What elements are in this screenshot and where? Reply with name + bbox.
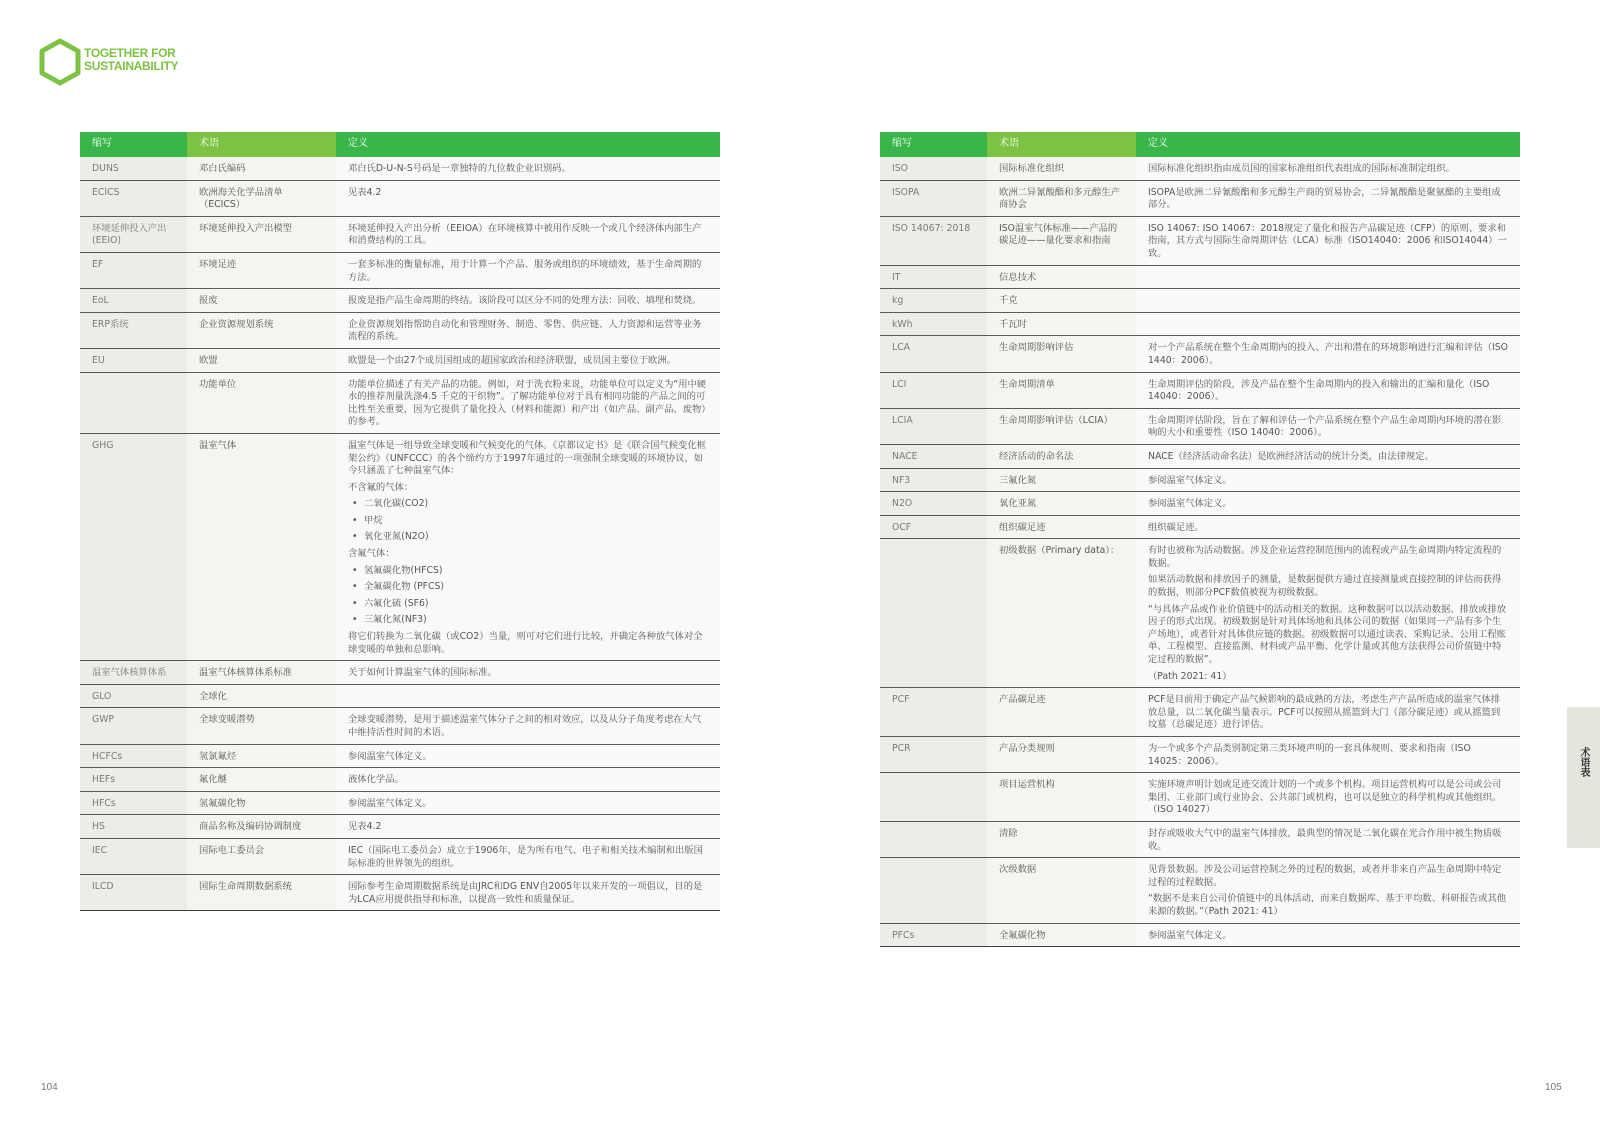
definition-cell (336, 433, 720, 660)
table-row (880, 821, 1520, 857)
definition-cell (336, 216, 720, 252)
definition-paragraph: 参阅温室气体定义。 (348, 797, 432, 809)
abbreviation-cell (80, 372, 187, 433)
table-row (880, 515, 1520, 539)
table-row (880, 372, 1520, 408)
definition-paragraph: 国际标准化组织指由成员国的国家标准组织代表组成的国际标准制定组织。 (1148, 163, 1455, 174)
hexagon-logo-icon (38, 38, 82, 86)
definition-paragraph: NACE（经济活动命名法）是欧洲经济活动的统计分类，由法律规定。 (1148, 450, 1434, 462)
page-number-right: 105 (1545, 1082, 1562, 1093)
definition-paragraph: 封存或吸收大气中的温室气体排放，最典型的情况是二氧化碳在光合作用中被生物质吸收。 (1148, 827, 1502, 852)
term-cell: 全氟碳化物 (987, 923, 1136, 947)
logo-line-1: TOGETHER FOR (84, 46, 176, 60)
term-cell: 国际电工委员会 (187, 838, 336, 874)
abbreviation-cell: ECICS (80, 180, 187, 216)
definition-cell (1136, 265, 1520, 289)
definition-paragraph: 含氟气体： (348, 548, 395, 560)
definition-cell (336, 180, 720, 216)
definition-paragraph: 不含氟的气体： (348, 481, 414, 493)
header-abbreviation: 缩写 (880, 132, 987, 157)
definition-paragraph: 功能单位描述了有关产品的功能。例如，对于洗衣粉来说，功能单位可以定义为“用中硬水的推荐剂量洗涤4.5 千克的干织物”。了解功能单位对于具有相同功能的产品之间的可比性至关重要，因为它提供了量化投入（材料和能源）和产出（如产品、副产品、废物）的参考。 (348, 378, 707, 428)
term-cell: 欧盟 (187, 348, 336, 372)
definition-paragraph: 全球变暖潜势，是用于描述温室气体分子之间的相对效应，以及从分子角度考虑在大气中维持活性时间的术语。 (348, 714, 702, 738)
definition-paragraph: 环境延伸投入产出分析（EEIOA）在环境核算中被用作反映一个或几个经济体内部生产和消费结构的工具。 (348, 222, 702, 247)
term-cell: 产品分类规则 (987, 737, 1136, 773)
definition-cell (1136, 492, 1520, 516)
abbreviation-cell: LCIA (880, 408, 987, 444)
header-term: 术语 (987, 132, 1136, 157)
abbreviation-cell: PCF (880, 688, 987, 737)
table-row (880, 923, 1520, 947)
definition-cell (336, 838, 720, 874)
abbreviation-cell: GLO (80, 684, 187, 708)
table-row (80, 815, 720, 839)
table-row (80, 180, 720, 216)
definition-paragraph: 参阅温室气体定义。 (1148, 929, 1232, 941)
term-cell: 生命周期影响评估 (987, 336, 1136, 372)
definition-cell (336, 372, 720, 433)
definition-paragraph: 组织碳足迹。 (1148, 521, 1204, 533)
term-cell: 报废 (187, 289, 336, 313)
definition-cell (336, 791, 720, 815)
side-tab-label: 术语表 (1578, 747, 1589, 777)
term-cell: 产品碳足迹 (987, 688, 1136, 737)
abbreviation-cell: EU (80, 348, 187, 372)
definition-cell (1136, 180, 1520, 216)
table-row (880, 539, 1520, 688)
header-abbreviation: 缩写 (80, 132, 187, 157)
term-cell: 组织碳足迹 (987, 515, 1136, 539)
table-row (80, 708, 720, 744)
table-row (80, 791, 720, 815)
table-row (880, 468, 1520, 492)
abbreviation-cell: DUNS (80, 157, 187, 180)
definition-cell (1136, 468, 1520, 492)
table-row (880, 289, 1520, 313)
table-row (80, 312, 720, 348)
term-cell: 企业资源规划系统 (187, 312, 336, 348)
definition-paragraph: PCF是目前用于确定产品气候影响的最成熟的方法，考虑生产产品所造成的温室气体排放总量，以二氧化碳当量表示。PCF可以按照从摇篮到大门（部分碳足迹）或从摇篮到坟墓（总碳足迹）进行评估。 (1148, 694, 1501, 731)
term-cell: 全球变暖潜势 (187, 708, 336, 744)
definition-paragraph: 企业资源规划指帮助自动化和管理财务、制造、零售、供应链、人力资源和运营等业务流程的系统。 (348, 318, 702, 343)
abbreviation-cell: GWP (80, 708, 187, 744)
term-cell: 氢氯氟烃 (187, 744, 336, 768)
table-row (80, 433, 720, 660)
table-row (80, 157, 720, 180)
definition-cell (336, 661, 720, 685)
definition-cell (336, 348, 720, 372)
definition-paragraph: 有时也被称为活动数据。涉及企业运营控制范围内的流程或产品生命周期内特定流程的数据。 (1148, 545, 1502, 569)
definition-list-item: • 六氟化硫 (SF6) (364, 598, 708, 611)
term-cell: 清除 (987, 821, 1136, 857)
abbreviation-cell: OCF (880, 515, 987, 539)
abbreviation-cell: ILCD (80, 875, 187, 911)
logo (38, 38, 178, 86)
abbreviation-cell: NF3 (880, 468, 987, 492)
definition-paragraph: 生命周期评估阶段，旨在了解和评估一个产品系统在整个产品生命周期内环境的潜在影响的大小和重要性（ISO 14040：2006）。 (1148, 414, 1502, 439)
definition-cell (336, 744, 720, 768)
abbreviation-cell: HCFCs (80, 744, 187, 768)
table-row (880, 737, 1520, 773)
definition-paragraph: 如果活动数据和排放因子的测量，是数据提供方通过直接测量或直接控制的评估而获得的数据，则部分PCF数值被视为初级数据。 (1148, 574, 1502, 599)
definition-list (348, 565, 708, 627)
table-row (880, 408, 1520, 444)
abbreviation-cell: PCR (880, 737, 987, 773)
definition-paragraph: 液体化学品。 (348, 774, 404, 786)
definition-cell (1136, 444, 1520, 468)
definition-paragraph: “数据不是来自公司价值链中的具体活动，而来自数据库、基于平均数、科研报告或其他来源的数据。”（Path 2021: 41） (1148, 893, 1507, 917)
abbreviation-cell: IEC (80, 838, 187, 874)
definition-cell (336, 875, 720, 911)
abbreviation-cell: HFCs (80, 791, 187, 815)
definition-cell (336, 768, 720, 792)
definition-cell (1136, 312, 1520, 336)
table-row (80, 838, 720, 874)
term-cell: ISO温室气体标准——产品的碳足迹——量化要求和指南 (987, 216, 1136, 265)
table-row (80, 252, 720, 288)
term-cell: 国际生命周期数据系统 (187, 875, 336, 911)
table-row (80, 875, 720, 911)
term-cell: 次级数据 (987, 858, 1136, 923)
definition-paragraph: IEC（国际电工委员会）成立于1906年，是为所有电气、电子和相关技术编制和出版国际标准的世界领先的组织。 (348, 844, 703, 869)
abbreviation-cell (880, 821, 987, 857)
abbreviation-cell: ISOPA (880, 180, 987, 216)
abbreviation-cell: 环境延伸投入产出 (EEIO) (80, 216, 187, 252)
table-row (80, 216, 720, 252)
definition-list-item: • 二氧化碳(CO2) (364, 498, 708, 511)
table-row (80, 348, 720, 372)
term-cell: 信息技术 (987, 265, 1136, 289)
term-cell: 氢氟碳化物 (187, 791, 336, 815)
definition-list-item: • 甲烷 (364, 515, 708, 528)
abbreviation-cell (880, 539, 987, 688)
abbreviation-cell: N2O (880, 492, 987, 516)
definition-cell (1136, 289, 1520, 313)
term-cell: 功能单位 (187, 372, 336, 433)
abbreviation-cell: LCI (880, 372, 987, 408)
logo-line-2: SUSTAINABILITY (84, 59, 179, 73)
table-row (80, 372, 720, 433)
definition-cell (336, 815, 720, 839)
term-cell: 温室气体 (187, 433, 336, 660)
table-header-row (80, 132, 720, 157)
abbreviation-cell: IT (880, 265, 987, 289)
header-definition: 定义 (1136, 132, 1520, 157)
table-row (880, 265, 1520, 289)
definition-cell (336, 289, 720, 313)
definition-paragraph: 将它们转换为二氧化碳（或CO2）当量，则可对它们进行比较，并确定各种放气体对全球变暖的单独和总影响。 (348, 631, 703, 655)
table-row (80, 684, 720, 708)
logo-text (84, 47, 178, 73)
definition-list-item: • 氢氟碳化物(HFCS) (364, 565, 708, 578)
definition-cell (1136, 515, 1520, 539)
abbreviation-cell: HS (80, 815, 187, 839)
abbreviation-cell: kg (880, 289, 987, 313)
table-row (880, 858, 1520, 923)
table-row (880, 773, 1520, 822)
definition-cell (1136, 336, 1520, 372)
definition-cell (336, 684, 720, 708)
term-cell: 初级数据（Primary data）： (987, 539, 1136, 688)
table-row (80, 661, 720, 685)
definition-paragraph: 参阅温室气体定义。 (1148, 474, 1232, 486)
term-cell: 氧化亚氮 (987, 492, 1136, 516)
header-term: 术语 (187, 132, 336, 157)
table-header-row (880, 132, 1520, 157)
definition-paragraph: 对一个产品系统在整个生命周期内的投入、产出和潜在的环境影响进行汇编和评估（ISO 1440：2006）。 (1148, 342, 1508, 366)
abbreviation-cell: HEFs (80, 768, 187, 792)
definition-paragraph: 温室气体是一组导致全球变暖和气候变化的气体。《京都议定书》是《联合国气候变化框架公约》（UNFCCC）的各个缔约方于1997年通过的一项强制全球变暖的环境协议，如今只涵盖了七种温室气体： (348, 439, 706, 477)
table-row (880, 312, 1520, 336)
definition-paragraph: 见背景数据。涉及公司运营控制之外的过程的数据，或者并非来自产品生命周期中特定过程的过程数据。 (1148, 864, 1502, 888)
definition-paragraph: ISOPA是欧洲二异氰酸酯和多元醇生产商的贸易协会，二异氰酸酯是聚氨酯的主要组成部分。 (1148, 186, 1501, 211)
abbreviation-cell: NACE (880, 444, 987, 468)
abbreviation-cell: PFCs (880, 923, 987, 947)
definition-cell (1136, 688, 1520, 737)
table-row (80, 744, 720, 768)
table-row (880, 688, 1520, 737)
abbreviation-cell (880, 858, 987, 923)
abbreviation-cell: ERP系统 (80, 312, 187, 348)
definition-cell (336, 157, 720, 180)
definition-list-item: • 全氟碳化物 (PFCS) (364, 581, 708, 594)
term-cell: 三氟化氮 (987, 468, 1136, 492)
glossary-table-left (80, 132, 720, 911)
term-cell: 氟化醚 (187, 768, 336, 792)
abbreviation-cell: 温室气体核算体系 (80, 661, 187, 685)
definition-paragraph: 报废是指产品生命周期的终结。该阶段可以区分不同的处理方法：回收、填埋和焚烧。 (348, 295, 702, 307)
term-cell: 邓白氏编码 (187, 157, 336, 180)
definition-paragraph: 为一个或多个产品类别制定第三类环境声明的一套具体规则、要求和指南（ISO 14025：2006）。 (1148, 743, 1471, 767)
definition-paragraph: 欧盟是一个由27个成员国组成的超国家政治和经济联盟，成员国主要位于欧洲。 (348, 354, 676, 366)
abbreviation-cell: ISO (880, 157, 987, 180)
term-cell: 商品名称及编码协调制度 (187, 815, 336, 839)
term-cell: 项目运营机构 (987, 773, 1136, 822)
definition-paragraph: 一套多标准的衡量标准，用于计算一个产品、服务或组织的环境绩效，基于生命周期的方法。 (348, 258, 702, 283)
term-cell: 温室气体核算体系标准 (187, 661, 336, 685)
term-cell: 欧洲二异氰酸酯和多元醇生产商协会 (987, 180, 1136, 216)
table-row (880, 336, 1520, 372)
definition-cell (1136, 773, 1520, 822)
definition-cell (1136, 216, 1520, 265)
term-cell: 环境延伸投入产出模型 (187, 216, 336, 252)
glossary-table-right (880, 132, 1520, 947)
definition-paragraph: 关于如何计算温室气体的国际标准。 (348, 667, 497, 679)
definition-cell (336, 708, 720, 744)
definition-paragraph: 见表4.2 (348, 821, 382, 833)
definition-paragraph: 参阅温室气体定义。 (348, 750, 432, 762)
abbreviation-cell: kWh (880, 312, 987, 336)
definition-list-item: • 三氟化氮(NF3) (364, 614, 708, 627)
definition-paragraph: 见表4.2 (348, 186, 382, 198)
abbreviation-cell: LCA (880, 336, 987, 372)
definition-list-item: • 氧化亚氮(N2O) (364, 531, 708, 544)
term-cell: 环境足迹 (187, 252, 336, 288)
definition-cell (1136, 923, 1520, 947)
definition-paragraph: ISO 14067: ISO 14067：2018规定了量化和报告产品碳足迹（CFP）的原则、要求和指南，其方式与国际生命周期评估（LCA）标准（ISO14040：2006 和ISO14044）一致。 (1148, 222, 1507, 259)
definition-cell (1136, 408, 1520, 444)
definition-cell (1136, 737, 1520, 773)
definition-paragraph: 邓白氏D-U-N-S号码是一章独特的九位数企业识别码。 (348, 163, 571, 174)
table-row (880, 444, 1520, 468)
abbreviation-cell: EF (80, 252, 187, 288)
definition-paragraph: 实施环境声明计划或足迹交流计划的一个或多个机构。项目运营机构可以是公司或公司集团、工业部门或行业协会、公共部门或机构，也可以是独立的科学机构或其他组织。（ISO 14027） (1148, 779, 1502, 816)
definition-cell (1136, 821, 1520, 857)
definition-paragraph: 参阅温室气体定义。 (1148, 498, 1232, 510)
table-row (80, 768, 720, 792)
definition-paragraph: （Path 2021: 41） (1148, 670, 1232, 682)
term-cell: 经济活动的命名法 (987, 444, 1136, 468)
term-cell: 生命周期清单 (987, 372, 1136, 408)
definition-cell (336, 252, 720, 288)
abbreviation-cell: ISO 14067: 2018 (880, 216, 987, 265)
term-cell: 生命周期影响评估（LCIA） (987, 408, 1136, 444)
table-row (880, 180, 1520, 216)
definition-cell (1136, 539, 1520, 688)
definition-cell (336, 312, 720, 348)
table-row (880, 216, 1520, 265)
table-row (880, 492, 1520, 516)
definition-paragraph: 国际参考生命周期数据系统是由JRC和DG ENV自2005年以来开发的一项倡议，目的是为LCA应用提供指导和标准，以提高一致性和质量保证。 (348, 881, 703, 905)
definition-cell (1136, 858, 1520, 923)
header-definition: 定义 (336, 132, 720, 157)
term-cell: 欧洲海关化学品清单（ECICS） (187, 180, 336, 216)
page-number-left: 104 (41, 1082, 58, 1093)
term-cell: 国际标准化组织 (987, 157, 1136, 180)
term-cell: 千克 (987, 289, 1136, 313)
table-row (880, 157, 1520, 180)
abbreviation-cell: EoL (80, 289, 187, 313)
side-tab[interactable] (1567, 707, 1600, 848)
definition-cell (1136, 372, 1520, 408)
term-cell: 千瓦时 (987, 312, 1136, 336)
definition-cell (1136, 157, 1520, 180)
term-cell: 全球化 (187, 684, 336, 708)
definition-paragraph: 生命周期评估的阶段，涉及产品在整个生命周期内的投入和输出的汇编和量化（ISO 14040：2006）。 (1148, 378, 1490, 403)
definition-paragraph: “与具体产品或作业价值链中的活动相关的数据。这种数据可以以活动数据、排放或排放因子的形式出现。初级数据是针对具体场地和具体公司的数据（如果同一产品有多个生产场地），或者针对具体供应链的数据。初级数据可以通过读表、采购记录、公用工程账单、工程模型、直接监测、材料或产品平衡、化学计量或其他方法获得公司价值链中特定过程的数据”。 (1148, 603, 1507, 666)
abbreviation-cell (880, 773, 987, 822)
table-row (80, 289, 720, 313)
abbreviation-cell: GHG (80, 433, 187, 660)
definition-list (348, 498, 708, 544)
